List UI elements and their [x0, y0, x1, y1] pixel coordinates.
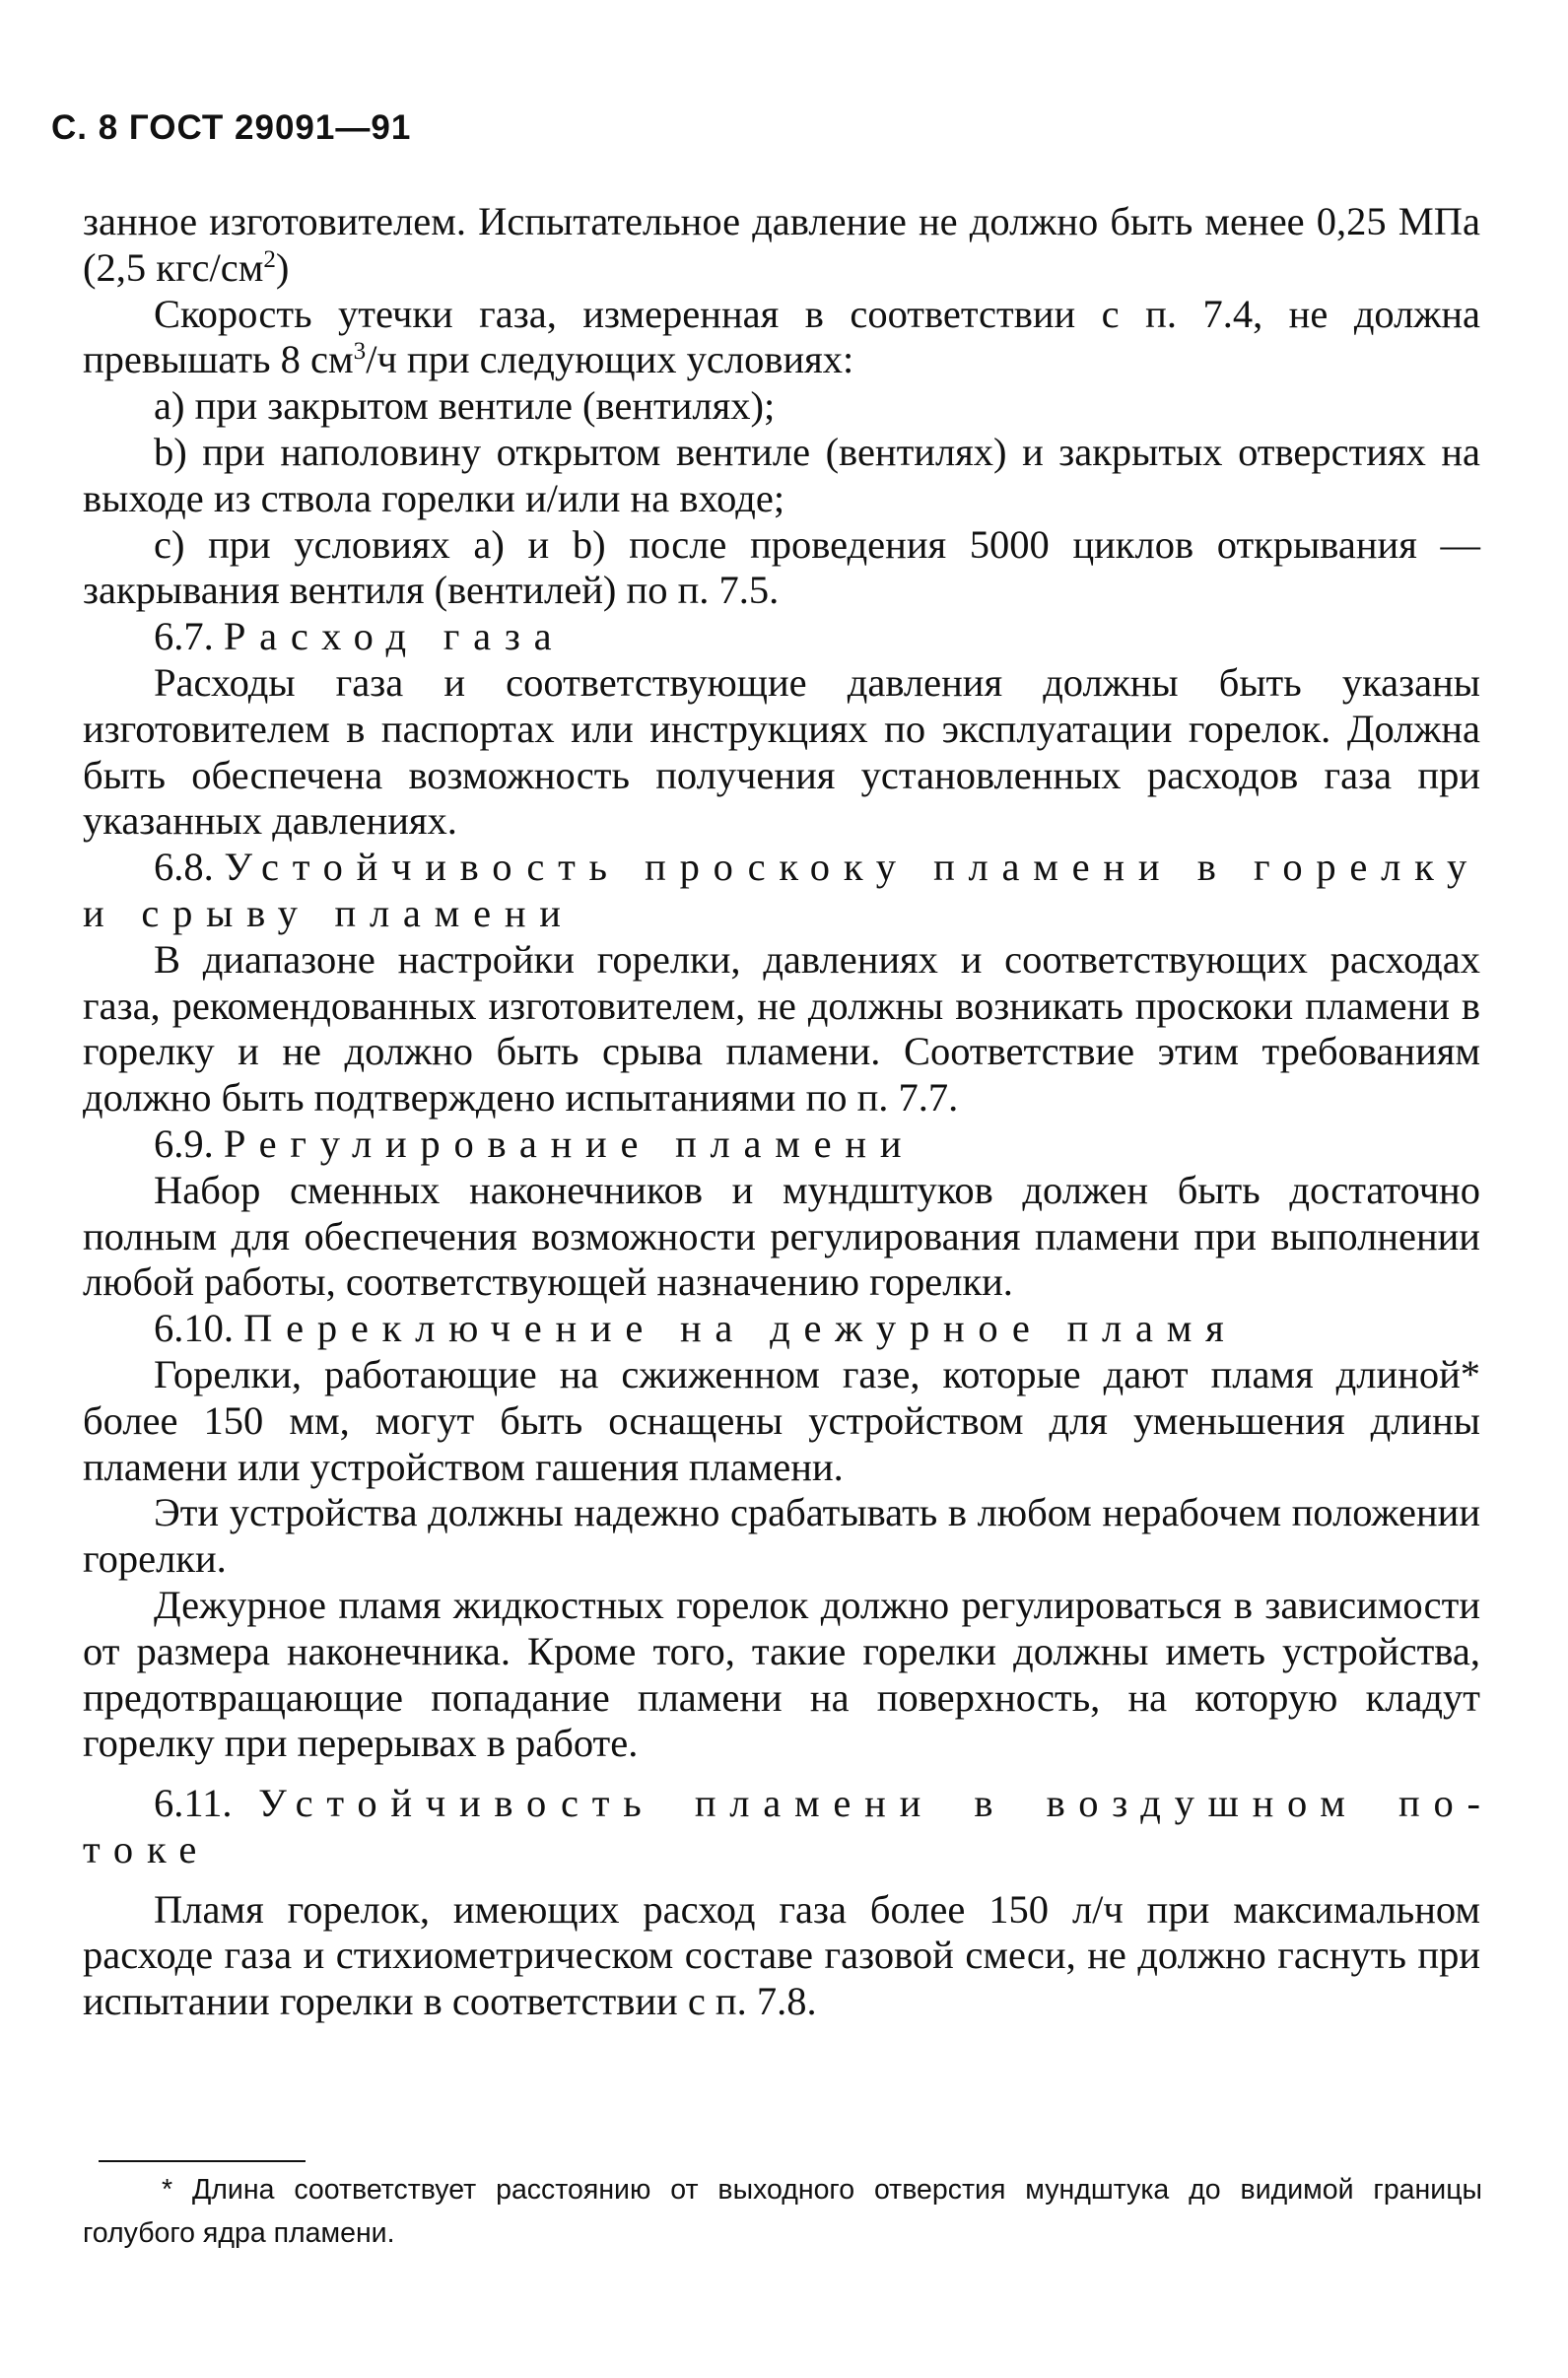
section-number: 6.7.: [154, 614, 214, 659]
section-heading: [83, 614, 1480, 660]
page-body: [83, 199, 1480, 2025]
paragraph: [83, 199, 1480, 292]
section-title: Регулирование пламени: [223, 1121, 916, 1166]
page-header: С. 8 ГОСТ 29091—91: [51, 108, 412, 147]
paragraph: Набор сменных наконечников и мундштуков должен быть достаточно полным для обеспечения возможности регулирования пламени при выполнении любой работы, соответствующей назначению горелки.: [83, 1167, 1480, 1305]
paragraph: Горелки, работающие на сжиженном газе, которые дают пламя длиной* более 150 мм, могут быть оснащены устройством для уменьшения длины пламени или устройством гашения пламени.: [83, 1351, 1480, 1489]
paragraph: В диапазоне настройки горелки, давлениях и соответствующих расходах газа, рекомендованных изготовителем, не должны возникать проскоки пламени в горелку и не должно быть срыва пламени. Соответствие этим требованиям должно быть подтверждено испытаниями по п. 7.7.: [83, 936, 1480, 1121]
paragraph: Дежурное пламя жидкостных горелок должно регулироваться в зависимости от размера наконечника. Кроме того, такие горелки должны иметь устройства, предотвращающие попадание пламени на поверхность, на которую кладут горелку при перерывах в работе.: [83, 1582, 1480, 1766]
section-title: Устойчивость проскоку пламени в горелку и срыву пламени: [83, 845, 1481, 935]
section-title: Расход газа: [223, 614, 566, 659]
section-number: 6.9.: [154, 1121, 214, 1166]
paragraph: [83, 292, 1480, 384]
list-item: b) при наполовину открытом вентиле (вентилях) и закрытых отверстиях на выходе из ствола горелки и/или на входе;: [83, 429, 1480, 520]
paragraph-text: занное изготовителем. Испытательное давление не должно быть менее 0,25 МПа (2,5 кгс/см: [83, 199, 1480, 290]
paragraph: Эти устройства должны надежно срабатывать в любом нерабочем положении горелки.: [83, 1490, 1480, 1582]
section-number: 6.11.: [154, 1781, 233, 1826]
paragraph: Расходы газа и соответствующие давления должны быть указаны изготовителем в паспортах или инструкциях по эксплуатации горелок. Должна быть обеспечена возможность получения установленных расходов газа при указанных давлениях.: [83, 659, 1480, 844]
list-item: а) при закрытом вентиле (вентилях);: [154, 383, 776, 429]
section-number: 6.8.: [154, 845, 214, 890]
section-number: 6.10.: [154, 1306, 234, 1351]
section-heading: [83, 1121, 1480, 1168]
footnote-divider: [99, 2160, 306, 2162]
superscript: 3: [353, 338, 367, 366]
paragraph: Пламя горелок, имеющих расход газа более 150 л/ч при максимальном расходе газа и стихиометрическом составе газовой смеси, не должно гаснуть при испытании горелки в соответствии с п. 7.8.: [83, 1886, 1480, 2024]
paragraph-text: ): [275, 244, 290, 290]
section-title: Устойчивость пламени в воздушном потоке: [83, 1781, 1481, 1871]
footnote: * Длина соответствует расстоянию от выходного отверстия мундштука до видимой границы голубого ядра пламени.: [83, 2174, 1482, 2249]
section-heading: [83, 1781, 1480, 1873]
list-item: с) при условиях а) и b) после проведения 5000 циклов открывания — закрывания вентиля (вентилей) по п. 7.5.: [83, 521, 1480, 613]
section-heading: [83, 1306, 1480, 1352]
paragraph-text: Скорость утечки газа, измеренная в соответствии с п. 7.4, не должна превышать 8 см: [83, 291, 1480, 382]
superscript: 2: [263, 246, 276, 273]
paragraph-text: /ч при следующих условиях:: [366, 337, 854, 382]
section-heading: [83, 845, 1480, 937]
section-title: Переключение на дежурное пламя: [243, 1306, 1238, 1351]
